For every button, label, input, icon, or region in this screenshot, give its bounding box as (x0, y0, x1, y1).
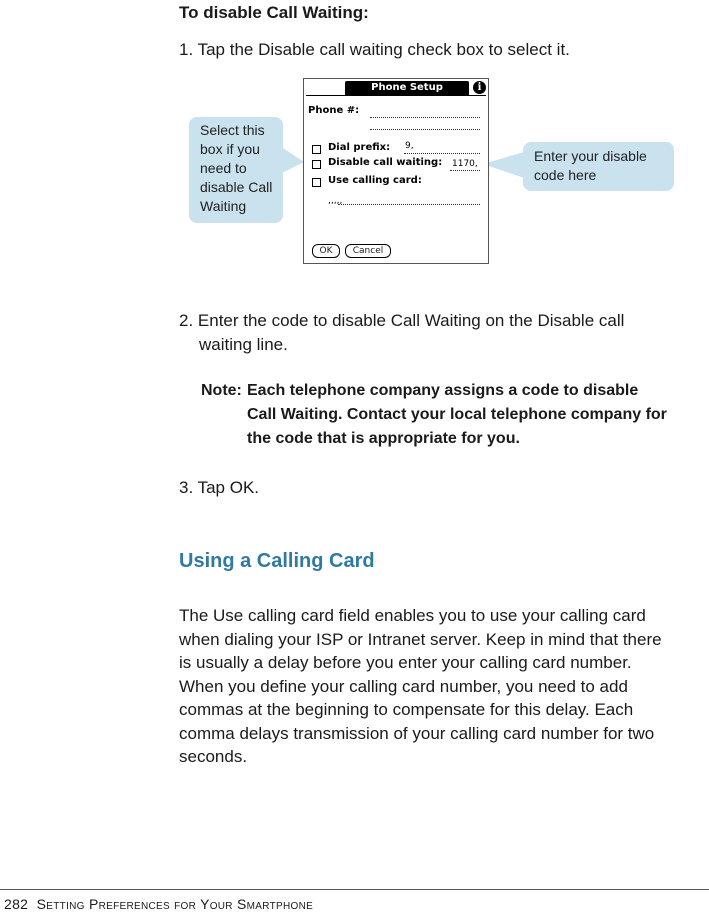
callout-right-pointer (483, 152, 525, 182)
procedure-heading: To disable Call Waiting: (179, 3, 369, 22)
note-text: Each telephone company assigns a code to disable Call Waiting. Contact your local telephone company for the code that is appropriate for you. (247, 382, 667, 447)
calling-card-paragraph: The Use calling card field enables you to use your calling card when dialing your ISP or Intranet server. Keep in mind that there is usually a delay before you enter your calling card number. When you define your calling card number, you need to add commas at the beginning to compensate for this delay. Each comma delays transmission of your calling card number for two seconds. (179, 606, 662, 766)
footer-divider (0, 889, 709, 890)
step-2-line-2: waiting line. (199, 335, 288, 354)
use-calling-card-label: Use calling card: (328, 175, 422, 186)
use-calling-card-checkbox[interactable] (312, 178, 321, 187)
phone-setup-screen (303, 78, 489, 264)
callout-select-box: Select this box if you need to disable Call Waiting (189, 117, 283, 223)
info-icon[interactable]: i (473, 81, 486, 94)
note-label: Note: (201, 382, 242, 399)
callout-enter-code: Enter your disable code here (523, 142, 674, 191)
disable-call-waiting-value[interactable]: 1170, (452, 159, 478, 169)
title-underline (306, 95, 486, 96)
dial-prefix-value[interactable]: 9, (405, 141, 414, 151)
phone-number-label: Phone #: (308, 105, 360, 116)
disable-call-waiting-checkbox[interactable] (312, 160, 321, 169)
section-title: Using a Calling Card (179, 550, 375, 572)
dial-prefix-label: Dial prefix: (328, 142, 391, 153)
dial-prefix-field[interactable] (404, 153, 480, 154)
phone-number-field-line2[interactable] (370, 129, 480, 130)
step-1: 1. Tap the Disable call waiting check box to select it. (179, 40, 570, 59)
calling-card-field[interactable] (338, 204, 480, 205)
cancel-button[interactable]: Cancel (345, 244, 391, 258)
step-2-line-1: 2. Enter the code to disable Call Waiting on the Disable call (179, 311, 625, 330)
calling-card-value[interactable]: ,,,,, (328, 196, 343, 206)
step-2 (179, 309, 649, 357)
page-number: 282 (4, 896, 29, 912)
disable-call-waiting-label: Disable call waiting: (328, 157, 443, 168)
dial-prefix-checkbox[interactable] (312, 145, 321, 154)
phone-number-field-line1[interactable] (370, 117, 480, 118)
footer-title: Setting Preferences for Your Smartphone (36, 896, 314, 912)
disable-call-waiting-field[interactable] (450, 170, 480, 171)
phone-setup-title: Phone Setup (345, 81, 469, 95)
step-3: 3. Tap OK. (179, 478, 260, 497)
ok-button[interactable]: OK (312, 244, 340, 258)
page-footer (4, 896, 313, 912)
